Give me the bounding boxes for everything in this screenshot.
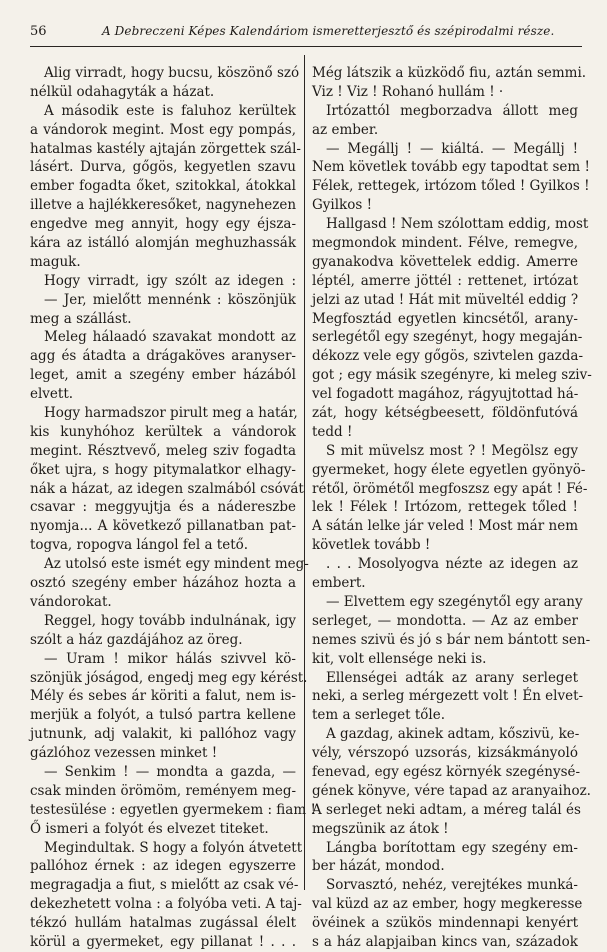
text-line: Sorvasztó, nehéz, verejtékes munká- xyxy=(326,877,578,894)
text-line: zát, hogy kétségbeesett, földönfutóvá xyxy=(312,405,578,422)
text-line: A második este is faluhoz kerültek xyxy=(44,102,296,119)
text-line: Hogy virradt, igy szólt az idegen : xyxy=(44,272,296,289)
text-line: megint. Résztvevő, meleg sziv fogadta xyxy=(30,442,296,459)
text-line: megmondok mindent. Félve, remegve, xyxy=(312,235,578,252)
text-line: meg a szállást. xyxy=(30,310,132,327)
text-line: övéinek a szükös mindennapi kenyért xyxy=(312,915,578,932)
text-line: Gyilkos ! xyxy=(312,197,372,214)
text-line: gyermeket, hogy élete egyetlen gyönyö- xyxy=(312,461,586,478)
text-line: Viz ! Viz ! Rohanó hullám ! · xyxy=(312,83,504,100)
text-line: merjük a folyót, a tulsó partra kellene xyxy=(30,707,296,724)
text-line: — Megállj ! — kiáltá. — Megállj ! xyxy=(326,140,578,157)
text-line: . . . Mosolyogva nézte az idegen az xyxy=(326,556,578,573)
text-line: léptél, amerre jöttél : rettenet, irtózat xyxy=(312,272,578,289)
text-line: kit, volt ellensége neki is. xyxy=(312,650,487,667)
text-line: ber házát, mondod. xyxy=(312,858,445,875)
text-line: Hallgasd ! Nem szólottam eddig, most xyxy=(326,216,589,233)
text-line: Mély és sebes ár köriti a falut, nem is- xyxy=(30,688,296,705)
text-line: jelzi az utad ! Hát mit müveltél eddig ? xyxy=(312,291,579,308)
text-line: pallóhoz érnek : az idegen egyszerre xyxy=(30,858,296,875)
text-line: hatalmas kastély ajtaján zörgettek szál- xyxy=(30,140,301,157)
text-line: vándorokat. xyxy=(30,593,112,610)
text-line: — Uram ! mikor hálás szivvel kö- xyxy=(44,650,296,667)
text-line: Hogy harmadszor pirult meg a határ, xyxy=(44,405,298,422)
text-line: vély, vérszopó uzsorás, kizsákmányoló xyxy=(312,745,578,762)
text-line: csavar : meggyujtja és a nádereszbe xyxy=(30,499,296,516)
text-line: serleget, — mondotta. — Az az ember xyxy=(312,612,578,629)
text-line: S mit müvelsz most ? ! Megölsz egy xyxy=(326,442,578,459)
text-line: gyanakodva követtelek eddig. Amerre xyxy=(312,253,578,270)
text-line: Az utolsó este ismét egy mindent meg- xyxy=(44,556,309,573)
text-line: csak minden örömöm, reményem meg- xyxy=(30,782,297,799)
text-line: a vándorok megint. Most egy pompás, xyxy=(30,121,296,138)
text-line: megszünik az átok ! xyxy=(312,820,449,837)
text-line: dekezhetett volna : a folyóba veti. A taj- xyxy=(30,896,302,913)
text-line: nemes szivü és jó s bár nem bántott sen- xyxy=(312,631,591,648)
left-column xyxy=(30,64,316,952)
running-header xyxy=(30,24,582,42)
text-line: — Jer, mielőtt mennénk : köszönjük xyxy=(44,291,296,308)
text-line: tékzó hullám hatalmas zugással élelt xyxy=(30,915,296,932)
text-line: lek ! Félek ! Irtózom, rettegek tőled ! xyxy=(312,499,578,516)
text-line: Félek, rettegek, irtózom tőled ! Gyilkos ! xyxy=(312,178,590,195)
text-line: Megfosztád egyetlen kincsétől, arany- xyxy=(312,310,578,327)
text-line: szönjük jóságod, engedj meg egy kérést. xyxy=(30,669,308,686)
text-line: Ő ismeri a folyót és elvezet titeket. xyxy=(30,820,269,837)
text-line: togva, ropogva lángol fel a tető. xyxy=(30,537,249,554)
text-line: gázlóhoz vezessen minket ! xyxy=(30,745,218,762)
text-line: val küzd az az ember, hogy megkeresse xyxy=(312,896,583,913)
text-line: lásért. Durva, gőgös, kegyetlen szavu xyxy=(30,159,296,176)
text-line: az ember. xyxy=(312,121,379,138)
text-line: leget, amit a szegény ember házából xyxy=(30,367,296,384)
text-line: serlegétől egy szegényt, hogy megaján- xyxy=(312,329,583,346)
text-line: neki, a serleg mérgezett volt ! Én elvet- xyxy=(312,688,584,705)
text-line: A gazdag, akinek adtam, kőszivü, ke- xyxy=(326,726,580,743)
text-line: A serleget neki adtam, a méreg talál és xyxy=(312,801,581,818)
text-line: osztó szegény ember házához hozta a xyxy=(30,575,296,592)
text-line: nák a házat, az idegen szalmából csóvát xyxy=(30,480,304,497)
running-title: A Debreczeni Képes Kalendáriom ismeretterjesztő és szépirodalmi része. xyxy=(102,24,555,38)
text-line: embert. xyxy=(312,575,366,592)
header-rule xyxy=(30,46,582,47)
text-line: tedd ! xyxy=(312,423,353,440)
text-line: fenevad, egy egész környék szegénysé- xyxy=(312,763,581,780)
text-line: Megindultak. S hogy a folyón átvetett xyxy=(44,839,303,856)
text-line: dékozz vele egy gőgös, szivtelen gazda- xyxy=(312,348,584,365)
right-column xyxy=(312,64,592,952)
text-line: illetve a hajlékkeresőket, nagynehezen xyxy=(30,197,297,214)
text-line: Még látszik a küzködő fiu, aztán semmi. xyxy=(312,65,587,81)
text-line: Reggel, hogy tovább indulnának, igy xyxy=(44,612,296,629)
text-line: Meleg hálaadó szavakat mondott az xyxy=(44,329,296,346)
text-line: Alig virradt, hogy bucsu, köszönő szó xyxy=(44,65,300,81)
page-number: 56 xyxy=(30,24,47,39)
text-line: s a ház alapjaiban kincs van, századok xyxy=(312,933,578,950)
text-line: nélkül odahagyták a házat. xyxy=(30,83,215,100)
text-line: agg és átadta a drágaköves aranyser- xyxy=(30,348,296,365)
text-line: testesülése : egyetlen gyermekem : fiam ! xyxy=(30,801,316,818)
text-line: vel fogadott magához, rágyujtottad há- xyxy=(312,386,579,403)
text-line: ember fogadta őket, szitokkal, átokkal xyxy=(30,178,296,195)
text-line: Irtózattól megborzadva állott meg xyxy=(326,102,578,119)
text-line: nyomja... A következő pillanatban pat- xyxy=(30,518,296,535)
text-line: kára az istálló alomján meghuzhassák xyxy=(30,235,296,252)
text-line: A sátán lelke jár veled ! Most már nem xyxy=(312,518,578,535)
text-line: — Elvettem egy szegénytől egy arany xyxy=(326,593,583,610)
text-line: elvett. xyxy=(30,386,74,403)
text-line: követlek tovább ! xyxy=(312,537,431,554)
text-line: rétől, örömétől megfoszsz egy apát ! Fé- xyxy=(312,480,588,497)
text-line: kis kunyhóhoz kerültek a vándorok xyxy=(30,423,296,440)
text-line: megragadja a fiut, s mielőtt az csak vé- xyxy=(30,877,299,894)
text-line: szólt a ház gazdájához az öreg. xyxy=(30,631,243,648)
text-line: maguk. xyxy=(30,253,81,270)
text-line: got ; egy másik szegényre, ki meleg sziv- xyxy=(312,367,592,384)
text-line: — Senkim ! — mondta a gazda, — xyxy=(44,763,296,780)
text-line: tem a serleget tőle. xyxy=(312,707,446,724)
text-line: engedve meg annyit, hogy egy éjsza- xyxy=(30,216,296,233)
text-line: Ellenségei adták az arany serleget xyxy=(326,669,578,686)
text-line: őket ujra, s hogy pitymalatkor elhagy- xyxy=(30,461,296,478)
text-line: Lángba borítottam egy szegény em- xyxy=(326,839,578,856)
text-line: gének könyve, vére tapad az aranyaihoz. xyxy=(312,782,591,799)
text-line: körül a gyermeket, egy pillanat ! . . . xyxy=(30,933,296,950)
text-line: jutnunk, adj valakit, ki pallóhoz vagy xyxy=(30,726,296,743)
column-divider xyxy=(304,55,305,890)
text-line: Nem követlek tovább egy tapodtat sem ! xyxy=(312,159,590,176)
